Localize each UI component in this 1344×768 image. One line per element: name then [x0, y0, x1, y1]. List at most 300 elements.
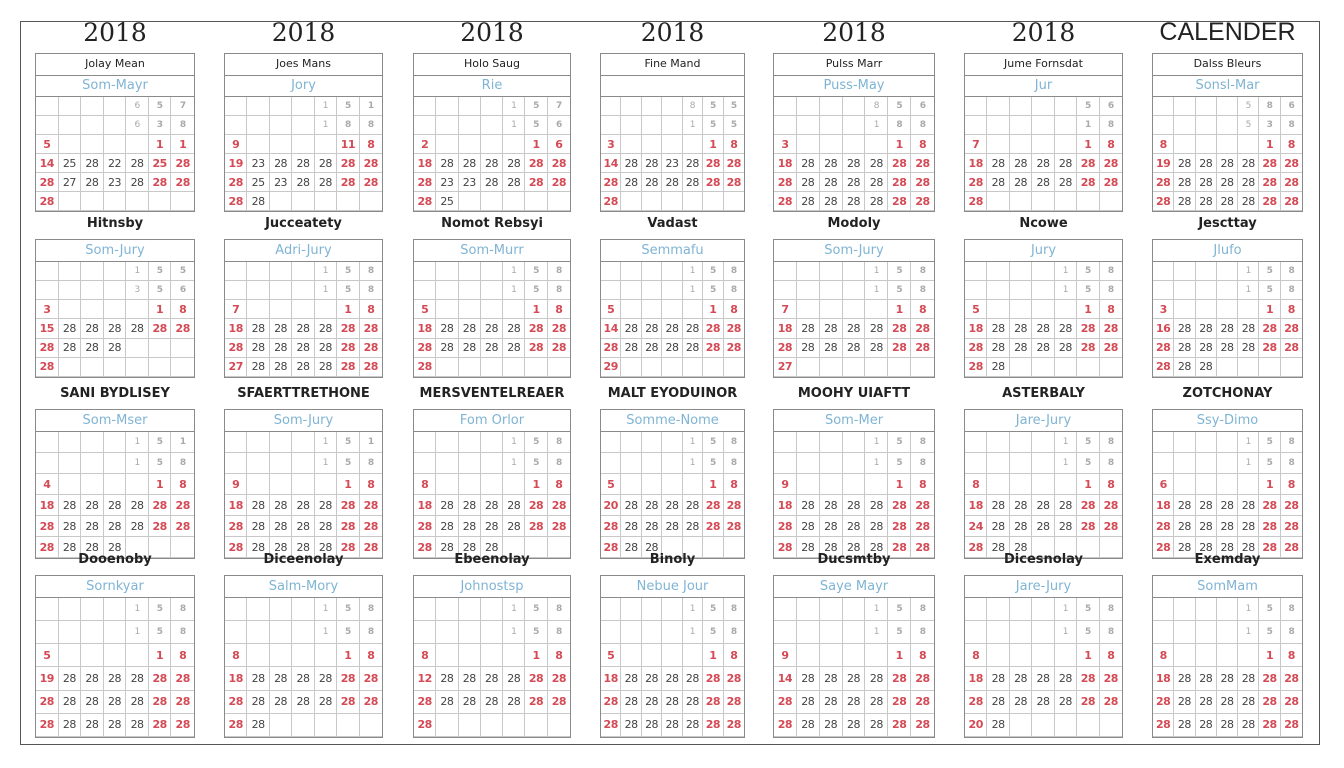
day-grid	[774, 97, 934, 211]
day-cell	[820, 97, 843, 116]
day-cell: 28	[843, 173, 866, 192]
day-cell	[225, 621, 247, 644]
month-label: Som-Jury	[225, 410, 382, 432]
day-cell: 18	[965, 495, 987, 516]
day-cell	[1153, 432, 1174, 453]
day-cell: 12	[414, 667, 436, 690]
day-cell: 28	[36, 714, 59, 737]
day-cell	[642, 281, 662, 300]
day-cell	[1010, 644, 1032, 667]
day-cell	[642, 358, 662, 377]
day-cell: 28	[1196, 319, 1217, 338]
day-cell: 28	[1217, 691, 1238, 714]
day-cell	[683, 135, 703, 154]
day-cell: 28	[965, 537, 987, 558]
day-cell: 28	[548, 691, 570, 714]
day-cell	[1055, 97, 1077, 116]
day-cell: 1	[315, 621, 337, 644]
day-cell: 20	[601, 495, 621, 516]
day-cell: 28	[1100, 339, 1122, 358]
day-cell	[621, 644, 641, 667]
calendar-heading: ASTERBALY	[1002, 386, 1085, 401]
calendar-heading: Vadast	[647, 216, 698, 231]
day-cell	[59, 598, 82, 621]
day-cell	[270, 474, 292, 495]
day-cell: 28	[1281, 173, 1302, 192]
day-grid	[1153, 432, 1302, 558]
day-cell: 28	[683, 154, 703, 173]
day-cell: 1	[683, 281, 703, 300]
day-cell: 28	[225, 173, 247, 192]
day-cell: 28	[1077, 173, 1099, 192]
day-cell	[315, 474, 337, 495]
day-cell	[481, 281, 503, 300]
day-cell: 1	[1238, 621, 1259, 644]
day-cell	[292, 474, 314, 495]
day-cell: 28	[414, 358, 436, 377]
day-grid	[225, 432, 382, 558]
calendar-heading: Dicesnolay	[1004, 552, 1083, 567]
day-cell: 1	[683, 432, 703, 453]
month-label: Som-Mer	[774, 410, 934, 432]
day-cell: 28	[1259, 173, 1280, 192]
day-cell	[481, 714, 503, 737]
day-cell	[621, 300, 641, 319]
day-cell	[1217, 453, 1238, 474]
day-cell	[987, 135, 1009, 154]
month-label: Puss-May	[774, 75, 934, 97]
day-cell	[820, 135, 843, 154]
day-cell	[1174, 644, 1195, 667]
month-label: Adri-Jury	[225, 240, 382, 262]
day-cell: 28	[621, 495, 641, 516]
day-cell: 1	[503, 621, 525, 644]
day-cell: 8	[360, 621, 382, 644]
day-cell: 28	[126, 691, 149, 714]
day-cell	[865, 135, 888, 154]
day-cell: 14	[774, 667, 797, 690]
day-cell	[1010, 135, 1032, 154]
day-cell	[1217, 432, 1238, 453]
day-cell: 28	[1100, 516, 1122, 537]
day-cell: 8	[724, 135, 744, 154]
day-cell: 8	[360, 116, 382, 135]
day-cell: 5	[703, 621, 723, 644]
day-cell: 28	[270, 691, 292, 714]
day-cell: 28	[1217, 537, 1238, 558]
day-cell	[662, 192, 682, 211]
day-cell: 1	[1238, 262, 1259, 281]
day-grid	[1153, 598, 1302, 737]
day-cell	[774, 432, 797, 453]
day-cell: 28	[81, 173, 104, 192]
day-cell: 28	[414, 714, 436, 737]
day-cell: 28	[1217, 154, 1238, 173]
day-cell	[843, 644, 866, 667]
day-cell	[1032, 97, 1054, 116]
day-cell	[315, 644, 337, 667]
day-cell: 1	[888, 135, 911, 154]
month-label: Sornkyar	[36, 576, 194, 598]
day-cell: 18	[965, 667, 987, 690]
day-cell: 8	[171, 621, 194, 644]
day-cell: 28	[436, 495, 458, 516]
day-cell: 28	[1010, 154, 1032, 173]
day-cell	[662, 598, 682, 621]
day-cell: 1	[337, 644, 359, 667]
day-cell	[621, 453, 641, 474]
day-cell: 28	[1238, 339, 1259, 358]
day-cell: 8	[1281, 281, 1302, 300]
day-cell	[1174, 262, 1195, 281]
day-cell	[247, 300, 269, 319]
day-cell: 28	[315, 339, 337, 358]
day-grid	[965, 97, 1122, 211]
calendar-heading: 2018	[1011, 18, 1076, 47]
day-cell: 5	[1238, 97, 1259, 116]
calendar-heading: MALT EYODUINOR	[607, 386, 738, 401]
day-cell: 28	[662, 714, 682, 737]
day-cell: 19	[1153, 154, 1174, 173]
day-cell: 28	[59, 319, 82, 338]
day-cell	[459, 474, 481, 495]
day-cell: 8	[1100, 262, 1122, 281]
day-cell	[59, 432, 82, 453]
day-grid	[414, 97, 570, 211]
day-cell	[843, 358, 866, 377]
day-cell	[81, 453, 104, 474]
day-cell: 28	[911, 495, 934, 516]
day-cell	[315, 135, 337, 154]
day-cell	[225, 97, 247, 116]
day-cell: 1	[1055, 281, 1077, 300]
day-cell: 8	[911, 453, 934, 474]
day-cell: 28	[149, 714, 172, 737]
day-cell: 28	[292, 495, 314, 516]
calendar-heading: Dooenoby	[78, 552, 152, 567]
day-cell: 28	[662, 339, 682, 358]
day-cell: 8	[1281, 644, 1302, 667]
day-cell: 8	[414, 644, 436, 667]
day-cell: 28	[1259, 319, 1280, 338]
day-cell: 1	[315, 598, 337, 621]
day-cell	[1174, 621, 1195, 644]
day-cell	[459, 192, 481, 211]
day-cell: 28	[1174, 537, 1195, 558]
calendar-heading: Nomot Rebsyi	[441, 216, 543, 231]
day-cell: 28	[724, 339, 744, 358]
day-cell: 1	[149, 474, 172, 495]
day-cell: 8	[548, 598, 570, 621]
day-cell: 28	[797, 667, 820, 690]
day-cell	[662, 135, 682, 154]
calendar-box	[35, 239, 195, 378]
day-cell: 28	[292, 358, 314, 377]
day-cell	[459, 432, 481, 453]
day-cell	[1010, 262, 1032, 281]
day-cell: 1	[865, 598, 888, 621]
day-cell	[247, 116, 269, 135]
day-cell	[104, 644, 127, 667]
day-cell	[59, 453, 82, 474]
day-cell: 28	[1032, 154, 1054, 173]
day-cell	[315, 300, 337, 319]
day-cell: 1	[171, 432, 194, 453]
day-cell: 28	[621, 537, 641, 558]
day-cell: 28	[865, 173, 888, 192]
day-cell	[1217, 281, 1238, 300]
day-cell	[1077, 192, 1099, 211]
day-cell: 28	[1259, 691, 1280, 714]
day-cell: 28	[225, 339, 247, 358]
day-cell: 28	[1100, 173, 1122, 192]
day-cell: 8	[360, 281, 382, 300]
day-cell: 28	[642, 339, 662, 358]
day-grid	[36, 598, 194, 737]
day-cell: 28	[987, 319, 1009, 338]
day-cell	[662, 358, 682, 377]
day-cell: 28	[81, 667, 104, 690]
day-cell: 1	[525, 135, 547, 154]
day-cell: 1	[703, 135, 723, 154]
day-cell: 28	[337, 516, 359, 537]
day-cell: 28	[337, 154, 359, 173]
day-cell	[525, 358, 547, 377]
day-cell: 28	[414, 516, 436, 537]
day-cell	[36, 432, 59, 453]
day-cell: 28	[1010, 339, 1032, 358]
day-cell: 28	[292, 154, 314, 173]
month-calendar	[600, 216, 745, 378]
day-cell	[642, 262, 662, 281]
day-cell: 28	[820, 339, 843, 358]
day-cell	[1055, 358, 1077, 377]
day-cell: 5	[1077, 97, 1099, 116]
day-cell: 28	[360, 516, 382, 537]
day-cell	[414, 453, 436, 474]
day-cell: 28	[1196, 358, 1217, 377]
month-label: Jury	[965, 240, 1122, 262]
day-cell: 28	[1196, 714, 1217, 737]
day-cell: 28	[797, 691, 820, 714]
day-cell	[503, 300, 525, 319]
day-cell: 28	[724, 714, 744, 737]
day-cell: 28	[1077, 691, 1099, 714]
day-cell: 8	[911, 300, 934, 319]
day-cell: 28	[601, 173, 621, 192]
day-grid	[601, 97, 744, 211]
day-cell: 28	[843, 495, 866, 516]
day-cell	[59, 300, 82, 319]
day-cell	[149, 339, 172, 358]
day-cell: 28	[126, 714, 149, 737]
day-cell: 28	[36, 691, 59, 714]
day-cell: 28	[601, 714, 621, 737]
day-cell	[81, 598, 104, 621]
calendar-heading: MERSVENTELREAER	[419, 386, 565, 401]
day-cell: 28	[360, 691, 382, 714]
day-cell	[459, 358, 481, 377]
calendar-box	[413, 53, 571, 212]
day-cell	[1055, 474, 1077, 495]
day-cell: 28	[481, 495, 503, 516]
day-cell: 28	[247, 537, 269, 558]
day-cell: 28	[683, 691, 703, 714]
day-cell: 28	[1196, 192, 1217, 211]
day-cell: 5	[525, 97, 547, 116]
day-cell	[36, 598, 59, 621]
day-cell	[247, 453, 269, 474]
day-cell: 1	[703, 474, 723, 495]
day-cell: 5	[703, 97, 723, 116]
day-cell	[481, 432, 503, 453]
day-cell: 28	[621, 154, 641, 173]
day-cell: 28	[126, 516, 149, 537]
day-grid	[225, 97, 382, 211]
day-cell	[774, 281, 797, 300]
day-cell	[642, 135, 662, 154]
day-cell	[459, 644, 481, 667]
day-cell: 28	[503, 173, 525, 192]
day-cell: 28	[1174, 173, 1195, 192]
day-cell: 8	[724, 453, 744, 474]
day-cell: 5	[703, 453, 723, 474]
day-cell	[797, 300, 820, 319]
day-cell: 28	[965, 691, 987, 714]
month-calendar	[413, 386, 571, 559]
day-cell: 28	[270, 667, 292, 690]
day-cell	[126, 300, 149, 319]
day-cell: 28	[225, 691, 247, 714]
day-cell: 1	[360, 432, 382, 453]
day-cell: 28	[724, 667, 744, 690]
calendar-box	[224, 239, 383, 378]
day-cell	[270, 300, 292, 319]
day-cell: 5	[888, 621, 911, 644]
day-cell: 5	[1238, 116, 1259, 135]
day-cell: 28	[36, 537, 59, 558]
day-cell	[481, 358, 503, 377]
day-cell	[774, 116, 797, 135]
day-cell: 28	[247, 667, 269, 690]
day-cell: 28	[1055, 691, 1077, 714]
day-cell: 28	[797, 516, 820, 537]
calendar-box	[773, 53, 935, 212]
day-cell	[1010, 714, 1032, 737]
month-label: Salm-Mory	[225, 576, 382, 598]
day-cell: 1	[683, 621, 703, 644]
day-cell	[1100, 358, 1122, 377]
day-cell	[481, 453, 503, 474]
month-label: Jare-Jury	[965, 410, 1122, 432]
day-cell: 5	[1077, 598, 1099, 621]
day-cell	[797, 644, 820, 667]
day-cell: 5	[149, 281, 172, 300]
day-cell	[81, 135, 104, 154]
day-cell: 18	[36, 495, 59, 516]
day-cell: 28	[888, 691, 911, 714]
day-cell	[662, 432, 682, 453]
day-cell: 28	[865, 154, 888, 173]
day-cell: 28	[1100, 495, 1122, 516]
calendar-box	[224, 409, 383, 559]
day-grid	[1153, 97, 1302, 211]
day-cell	[104, 262, 127, 281]
day-grid	[965, 598, 1122, 737]
day-cell: 6	[1153, 474, 1174, 495]
day-cell: 1	[1238, 281, 1259, 300]
day-cell: 8	[1259, 97, 1280, 116]
day-cell: 8	[548, 262, 570, 281]
day-cell: 28	[1174, 339, 1195, 358]
day-cell: 28	[337, 537, 359, 558]
day-cell: 1	[126, 432, 149, 453]
day-cell: 8	[1100, 300, 1122, 319]
day-cell: 28	[642, 516, 662, 537]
day-cell	[36, 262, 59, 281]
day-cell: 28	[59, 667, 82, 690]
day-cell	[987, 474, 1009, 495]
calendar-heading: 2018	[640, 18, 705, 47]
day-cell: 5	[337, 97, 359, 116]
day-cell: 28	[1238, 516, 1259, 537]
day-grid	[36, 262, 194, 377]
day-cell: 28	[662, 173, 682, 192]
day-cell: 5	[888, 97, 911, 116]
day-cell: 8	[724, 262, 744, 281]
day-cell: 19	[36, 667, 59, 690]
day-cell	[360, 192, 382, 211]
day-cell	[459, 714, 481, 737]
day-cell: 28	[1055, 495, 1077, 516]
day-cell: 28	[81, 537, 104, 558]
day-cell: 28	[292, 173, 314, 192]
day-cell: 28	[270, 516, 292, 537]
day-cell: 5	[724, 116, 744, 135]
day-cell: 28	[820, 319, 843, 338]
day-cell: 7	[171, 97, 194, 116]
day-cell: 28	[459, 495, 481, 516]
day-cell: 28	[1100, 667, 1122, 690]
day-cell	[987, 300, 1009, 319]
day-cell: 18	[1153, 495, 1174, 516]
day-cell: 28	[774, 339, 797, 358]
day-cell	[642, 300, 662, 319]
day-cell: 28	[683, 714, 703, 737]
day-cell: 28	[642, 495, 662, 516]
day-cell: 28	[843, 339, 866, 358]
calendar-subheader: Fine Mand	[601, 54, 744, 76]
day-cell	[481, 116, 503, 135]
day-cell: 1	[703, 644, 723, 667]
day-cell: 28	[662, 516, 682, 537]
day-cell	[662, 281, 682, 300]
day-cell: 28	[1238, 495, 1259, 516]
day-cell: 28	[1055, 339, 1077, 358]
day-cell: 5	[1259, 621, 1280, 644]
calendar-box	[35, 409, 195, 559]
day-cell: 28	[414, 173, 436, 192]
day-cell	[621, 474, 641, 495]
day-cell	[774, 598, 797, 621]
day-cell: 1	[1259, 300, 1280, 319]
calendar-subheader: Holo Saug	[414, 54, 570, 76]
day-cell: 28	[774, 173, 797, 192]
day-cell	[820, 281, 843, 300]
day-cell: 27	[59, 173, 82, 192]
day-cell	[774, 453, 797, 474]
calendar-heading: Jescttay	[1198, 216, 1257, 231]
